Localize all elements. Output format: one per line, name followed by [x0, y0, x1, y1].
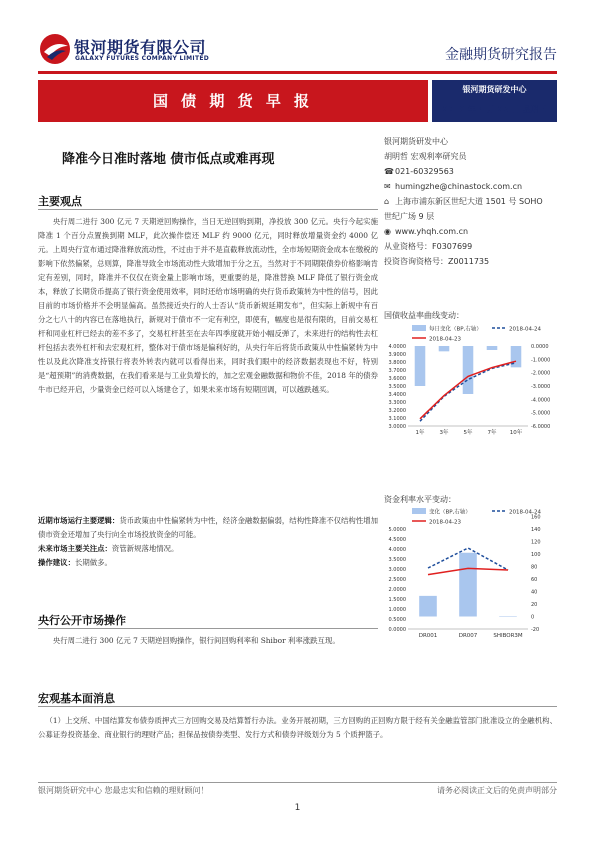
y-tick-label-left: 1.0000	[388, 607, 406, 613]
company-logo	[38, 32, 258, 66]
footer-slogan: 银河期货研究中心 您最忠实和信赖的理财顾问！	[38, 786, 209, 795]
y-tick-label-right: -3.0000	[531, 384, 551, 390]
y-tick-label-right: 20	[531, 602, 538, 608]
y-tick-label-right: -20	[531, 627, 540, 633]
x-tick-label: DR001	[418, 633, 438, 639]
x-tick-label: 3年	[439, 430, 449, 436]
legend-label: 每日变化（BP,右轴）	[429, 326, 482, 333]
x-tick-label: SHIBOR3M	[493, 633, 523, 639]
center-label: 银河期货研发中心	[462, 85, 527, 94]
y-tick-label-right: 140	[531, 527, 541, 533]
advice-label: 操作建议：	[38, 558, 75, 567]
y-tick-label-left: 3.7000	[388, 368, 406, 374]
y-tick-label-left: 1.5000	[388, 597, 406, 603]
logic-label: 近期市场运行主要逻辑：	[38, 516, 120, 525]
section-divider	[38, 706, 557, 707]
funding-rate-chart	[378, 505, 558, 645]
bar	[499, 617, 517, 618]
legend-label: 2018-04-24	[509, 509, 541, 516]
y-tick-label-right: 0.0000	[531, 344, 549, 350]
legend-label: 2018-04-24	[509, 326, 541, 333]
y-tick-label-right: 40	[531, 589, 538, 596]
y-tick-label-right: 120	[531, 539, 541, 546]
x-tick-label: 1年	[415, 430, 425, 436]
y-tick-label-right: -4.0000	[531, 397, 551, 404]
analyst-org: 银河期货研发中心	[384, 137, 448, 146]
x-tick-label: 10年	[509, 430, 523, 436]
y-tick-label-right: 100	[531, 552, 541, 558]
legend-swatch	[412, 508, 426, 514]
phone-icon: ☎	[384, 167, 394, 176]
y-tick-label-left: 3.9000	[388, 352, 406, 358]
bar	[419, 596, 437, 617]
analyst-address-2: 世纪广场 9 层	[384, 212, 435, 221]
y-tick-label-left: 2.0000	[388, 587, 406, 593]
y-tick-label-left: 4.5000	[388, 537, 406, 543]
y-tick-label-right: -6.0000	[531, 424, 551, 430]
analyst-website[interactable]: www.yhqh.com.cn	[395, 227, 469, 236]
legend-label: 变化（BP,右轴）	[429, 509, 471, 516]
footer-divider	[38, 782, 557, 783]
bar	[463, 346, 474, 394]
company-name-cn: 银河期货有限公司	[74, 38, 207, 57]
y-tick-label-right: -2.0000	[531, 370, 551, 377]
y-tick-label-left: 3.8000	[388, 360, 406, 366]
section-title-macro: 宏观基本面消息	[38, 692, 115, 705]
x-tick-label: DR007	[458, 633, 478, 639]
y-tick-label-left: 3.1000	[388, 416, 406, 422]
section-divider	[38, 628, 378, 629]
footer-disclaimer: 请务必阅读正文后的免责声明部分	[437, 786, 557, 795]
y-tick-label-left: 2.5000	[388, 577, 406, 583]
report-date: 2018 年 4 月 25 日 星期三	[442, 105, 547, 114]
advice-line	[38, 556, 378, 570]
watch-line	[38, 542, 378, 556]
analyst-address-1: 上海市浦东新区世纪大道 1501 号 SOHO	[395, 197, 543, 206]
y-tick-label-left: 3.0000	[388, 567, 406, 573]
macro-paragraph: （1）上交所、中国结算发布债券质押式三方回购交易及结算暂行办法。业务开展初期，三方回购的正回购方限于经有关金融监管部门批准设立的金融机构、公募证券投资基金、商业银行的理财产品；担保品按债券类型、发行方式和债券评级划分为 5 个质押篮子。	[38, 716, 557, 739]
y-tick-label-left: 0.5000	[388, 617, 406, 623]
y-tick-label-right: 80	[531, 564, 538, 571]
y-tick-label-left: 4.0000	[388, 547, 406, 553]
analyst-cert-1: 从业资格号：F0307699	[384, 242, 473, 251]
y-tick-label-left: 3.2000	[388, 408, 406, 414]
y-tick-label-left: 4.0000	[388, 344, 406, 350]
y-tick-label-right: -1.0000	[531, 357, 551, 364]
y-tick-label-left: 3.6000	[388, 376, 406, 382]
logic-line	[38, 514, 378, 542]
y-tick-label-left: 3.0000	[388, 424, 406, 430]
title-banner	[38, 80, 428, 122]
advice-text: 长期做多。	[74, 558, 112, 567]
y-tick-label-left: 0.0000	[388, 627, 406, 633]
section-title-omo: 央行公开市场操作	[38, 614, 126, 627]
omo-paragraph: 央行周二进行 300 亿元 7 天期逆回购操作，银行间回购利率和 Shibor 利率涨跌互现。	[52, 636, 340, 645]
center-badge	[432, 80, 557, 122]
summary-box	[38, 514, 378, 570]
galaxy-logo-icon	[38, 32, 72, 66]
analyst-phone: 021-60329563	[395, 167, 454, 176]
legend-label: 2018-04-23	[429, 336, 461, 343]
bar	[487, 346, 498, 350]
y-tick-label-right: 0	[531, 614, 535, 621]
analyst-name: 胡明哲 宏观利率研究员	[384, 152, 467, 161]
logic-text: 货币政策由中性偏紧转为中性，经济金融数据偏弱，结构性降准不仅结构性增加债市资金还增加了央行向全市场投放资金的可能。	[38, 516, 378, 539]
location-icon: ⌂	[384, 197, 390, 206]
chart2-title: 资金利率水平变动：	[384, 495, 456, 504]
y-tick-label-left: 3.5000	[388, 384, 406, 390]
company-name-en: GALAXY FUTURES COMPANY LIMITED	[75, 55, 210, 62]
x-tick-label: 5年	[463, 430, 473, 436]
yield-curve-chart	[378, 322, 558, 442]
bar	[415, 346, 426, 386]
analyst-cert-2: 投资咨询资格号：Z0011735	[384, 257, 490, 266]
legend-label: 2018-04-23	[429, 519, 461, 526]
y-tick-label-right: -5.0000	[531, 410, 551, 417]
page-number: 1	[294, 803, 301, 813]
page-title: 降准今日准时落地 债市低点或难再现	[62, 152, 275, 167]
bar	[459, 553, 477, 617]
watch-text: 资管新规落地情况。	[111, 544, 179, 553]
analyst-info	[384, 134, 564, 269]
section-title-views: 主要观点	[38, 195, 82, 208]
watch-label: 未来市场主要关注点：	[38, 544, 112, 553]
y-tick-label-left: 3.4000	[388, 392, 406, 398]
y-tick-label-right: 60	[531, 577, 538, 583]
header-divider	[38, 71, 557, 74]
analyst-email[interactable]: humingzhe@chinastock.com.cn	[395, 182, 523, 191]
y-tick-label-left: 3.3000	[388, 400, 406, 406]
omo-body	[38, 634, 378, 648]
chart1-title: 国债收益率曲线变动：	[384, 311, 464, 320]
x-tick-label: 7年	[487, 430, 497, 436]
bar	[439, 346, 450, 351]
views-paragraph: 央行周二进行 300 亿元 7 天期逆回购操作，当日无逆回购到期，净投放 300 亿元。央行今起实施降准 1 个百分点置换到期 MLF，此次操作偿还 MLF 约 9000 亿元，同时释放增量资金约 4000 亿元。上周央行宣布通过降准释放流动性，不过由于并不是直截释放流动性，全市场短期资金成本在缴税的影响下依然偏紧，总则算，降准导致全市场流动性大致增加于分之五，当然对于不同期限债券价格影响肯定有差别，同时，降准并不仅仅在资金量上影响市场，更重要的是，降准替换 MLF 降低了银行资金成本，释放了长期货币提高了银行资金使用效率，同时还给市场明确的央行货币政策转为中性的信号，因此目前的市场价格并不会明显偏高。虽然接近央行的人士否认“货币新规延期发布”，但实际上新规中有百分之七八十的内容已在落地执行，新规对于债市不一定有利空，即使有，幅度也是很有限的，目前交易杠杆和同业杠杆已经去的差不多了，交易杠杆甚至在去年四季度就开始小幅反弹了，未来进行的结构性去杠杆包括去表外杠杆和去宏观杠杆，整体对于债市场是偏利好的，从央行年后将货币政策从中性偏紧转为中性以及此次降准支持银行将表外转表内就可以看得出来，同时我们眼中的经济数据表现也不好，特别是“超预期”的消费数据，在我们看来是与工业负增长的，加之宏观金融数据和物价不佳，2018 年的债券牛市已经开启，少量资金已经可以入场建仓了，如果未来市场有短期回调，可以越跌越买。	[38, 217, 378, 394]
banner-title: 国 债 期 货 早 报	[152, 92, 314, 110]
y-tick-label-right: 160	[531, 514, 541, 521]
legend-swatch	[412, 325, 426, 331]
section-divider	[38, 209, 378, 210]
y-tick-label-left: 5.0000	[388, 527, 406, 533]
y-tick-label-left: 3.5000	[388, 557, 406, 563]
web-icon: ◉	[384, 227, 391, 236]
views-body	[38, 215, 378, 397]
report-type: 金融期货研究报告	[445, 47, 557, 63]
macro-body	[38, 714, 557, 742]
mail-icon: ✉	[384, 182, 391, 191]
